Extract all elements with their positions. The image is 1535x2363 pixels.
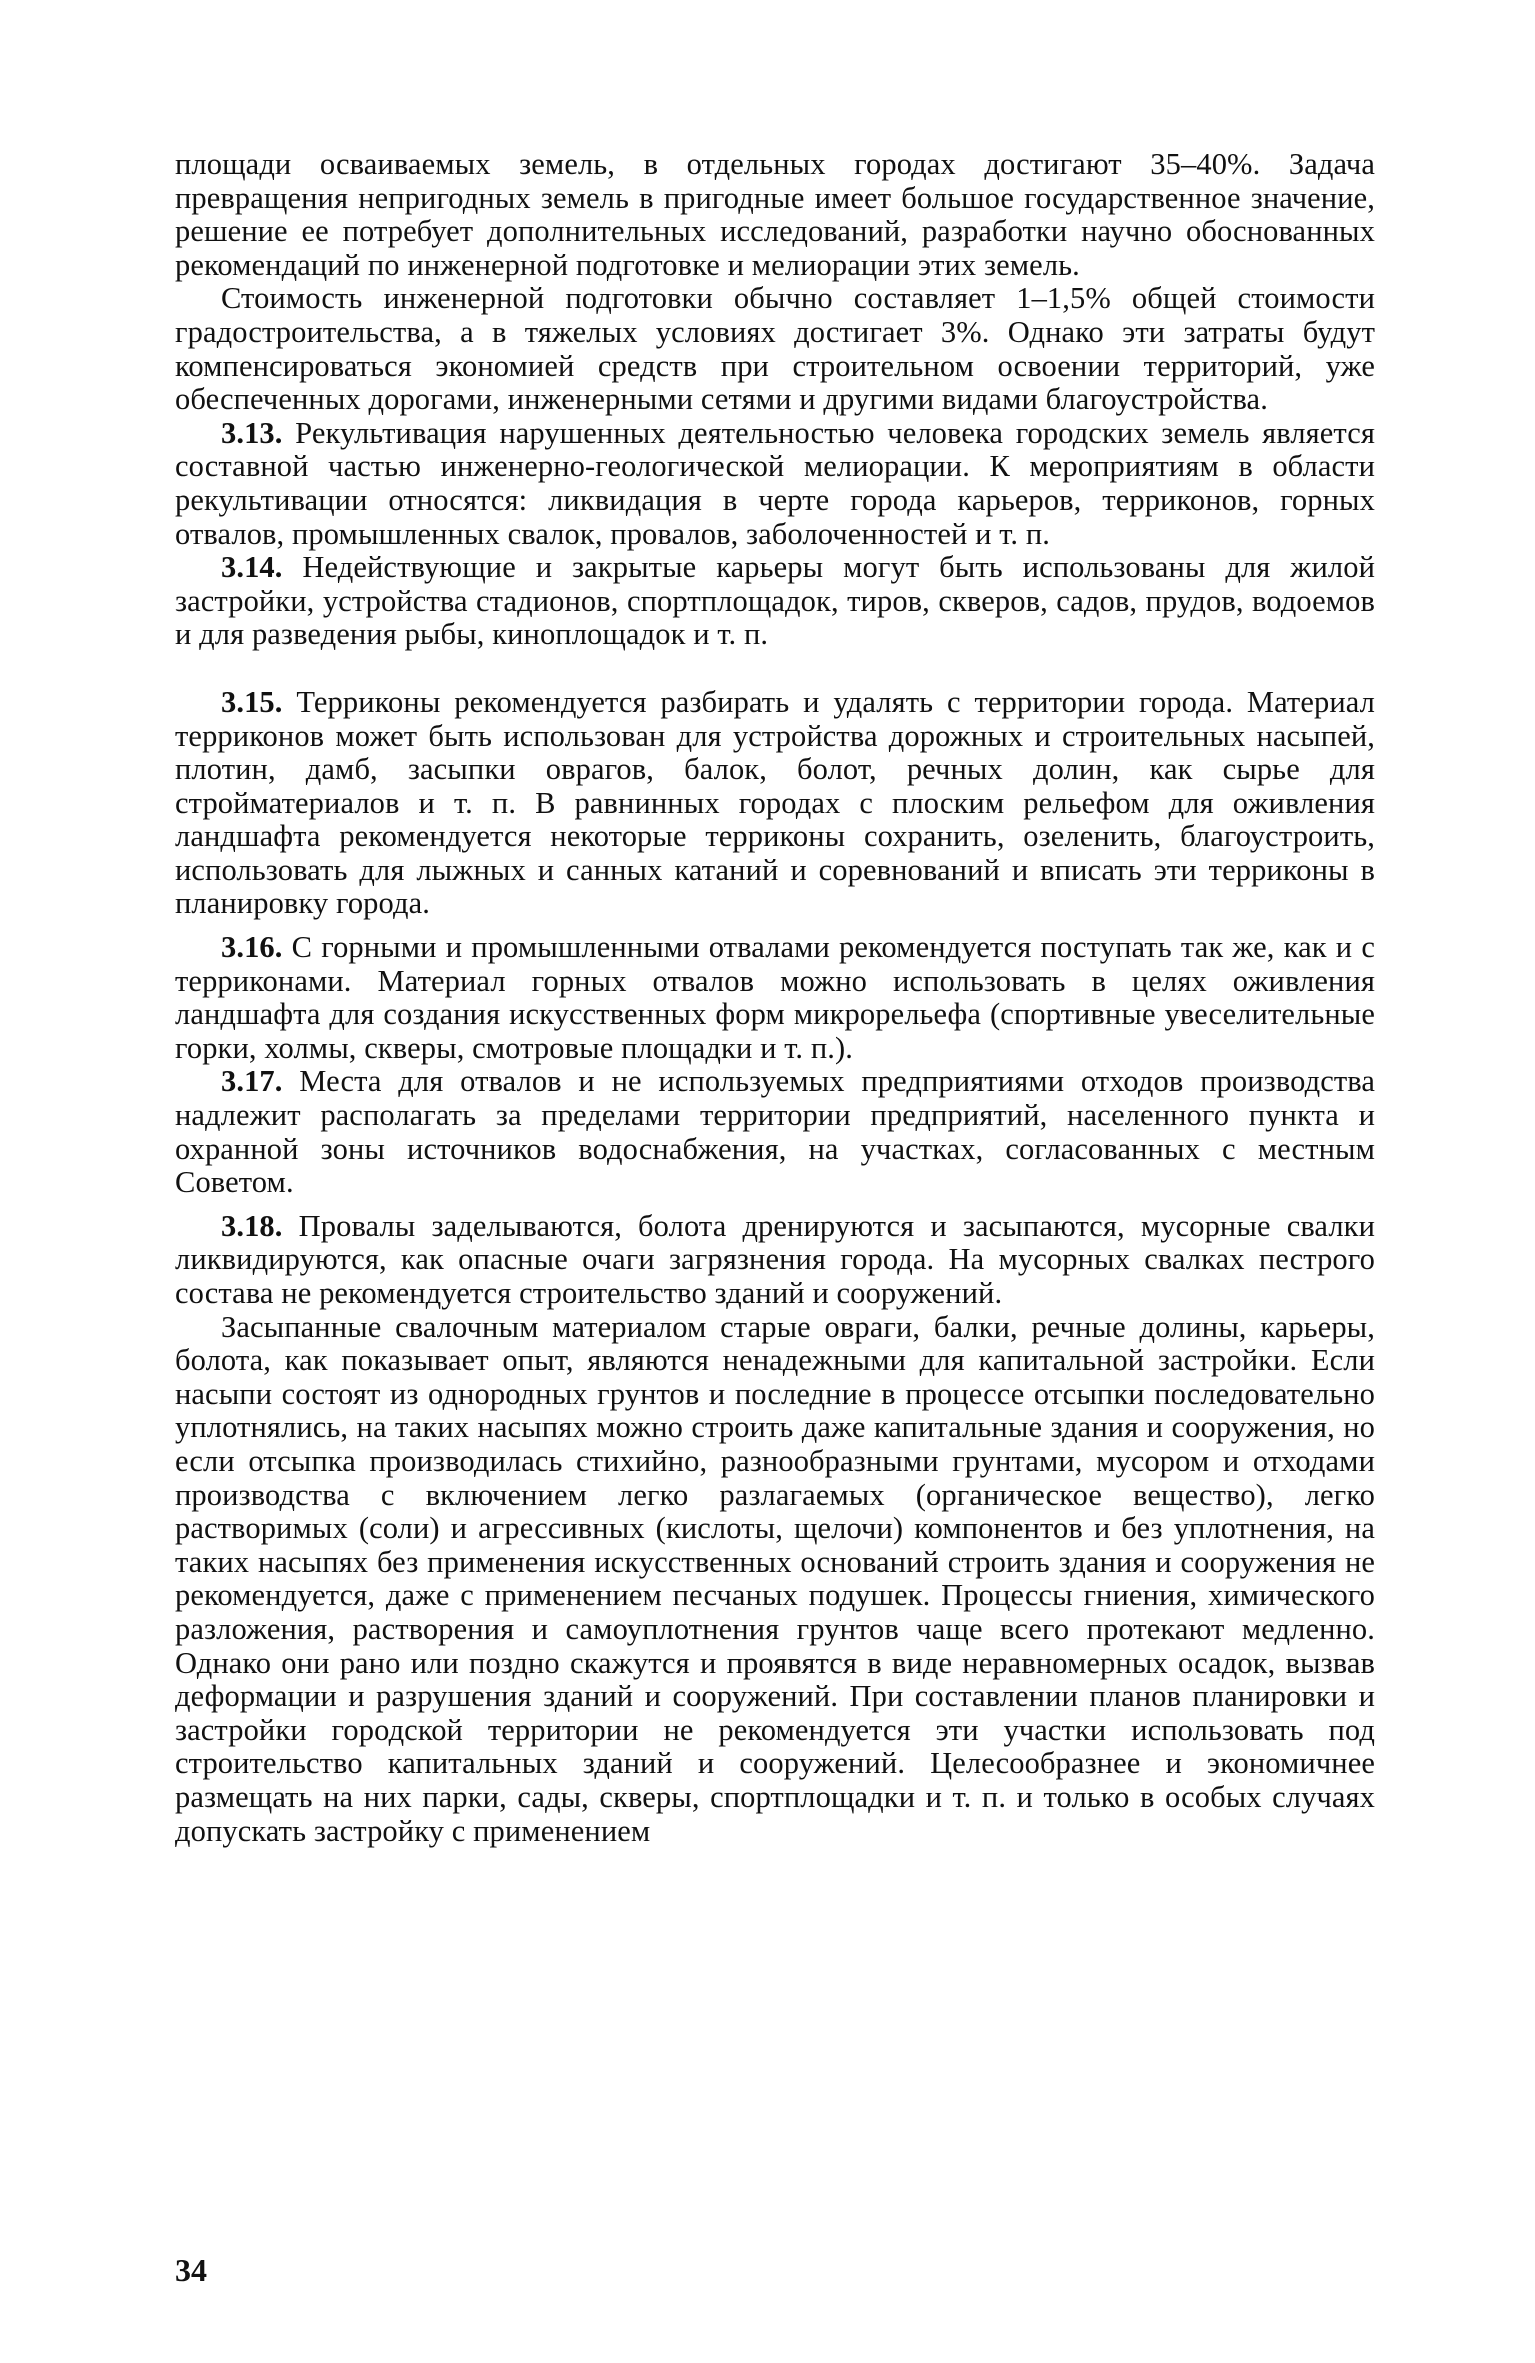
- section-number: 3.13.: [221, 415, 283, 450]
- paragraph-text: Рекультивация нарушенных деятельностью человека городских земель является составной частью инженерно-геологической мелиорации. К мероприятиям в области рекультивации относятся: ликвидация в черте города карьеров, терриконов, горных отвалов, промышленных свалок, провалов, заболоченностей и т. п.: [175, 415, 1375, 551]
- section-number: 3.15.: [221, 684, 283, 719]
- paragraph-text: Засыпанные свалочным материалом старые овраги, балки, речные долины, карьеры, болота, как показывает опыт, являются ненадежными для капитальной застройки. Если насыпи состоят из однородных грунтов и последние в процессе отсыпки последовательно уплотнялись, на таких насыпях можно строить даже капитальные здания и сооружения, но если отсыпка производилась стихийно, разнообразными грунтами, мусором и отходами производства с включением легко разлагаемых (органическое вещество), легко растворимых (соли) и агрессивных (кислоты, щелочи) компонентов и без уплотнения, на таких насыпях без применения искусственных оснований строить здания и сооружения не рекомендуется, даже с применением песчаных подушек. Процессы гниения, химического разложения, растворения и самоуплотнения грунтов чаще всего протекают медленно. Однако они рано или поздно скажутся и проявятся в виде неравномерных осадок, вызвав деформации и разрушения зданий и сооружений. При составлении планов планировки и застройки городской территории не рекомендуется эти участки использовать под строительство капитальных зданий и сооружений. Целесообразнее и экономичнее размещать на них парки, сады, скверы, спортплощадки и т. п. и только в особых случаях допускать застройку с применением: [175, 1309, 1375, 1848]
- paragraph-3-17: [175, 1065, 1375, 1199]
- section-number: 3.18.: [221, 1208, 283, 1243]
- paragraph-3-16: [175, 931, 1375, 1065]
- paragraph-text: С горными и промышленными отвалами рекомендуется поступать так же, как и с терриконами. Материал горных отвалов можно использовать в целях оживления ландшафта для создания искусственных форм микрорельефа (спортивные увеселительные горки, холмы, скверы, смотровые площадки и т. п.).: [175, 930, 1375, 1065]
- page-number: 34: [175, 2252, 207, 2288]
- paragraph-continuation: [175, 148, 1375, 282]
- paragraph-3-14: [175, 551, 1375, 652]
- page-body: [175, 148, 1375, 1848]
- paragraph-3-13: [175, 417, 1375, 551]
- paragraph-text: площади осваиваемых земель, в отдельных городах достигают 35–40%. Задача превращения непригодных земель в пригодные имеет большое государственное значение, решение ее потребует дополнительных исследований, разработки научно обоснованных рекомендаций по инженерной подготовке и мелиорации этих земель.: [175, 147, 1375, 282]
- paragraph-filled-ravines: [175, 1311, 1375, 1849]
- paragraph-text: Места для отвалов и не используемых предприятиями отходов производства надлежит располагать за пределами территории предприятий, населенного пункта и охранной зоны источников водоснабжения, на участках, согласованных с местным Советом.: [175, 1064, 1375, 1200]
- section-number: 3.17.: [221, 1064, 283, 1099]
- paragraph-cost: [175, 282, 1375, 416]
- section-number: 3.16.: [221, 930, 283, 965]
- paragraph-3-18: [175, 1210, 1375, 1311]
- paragraph-text: Недействующие и закрытые карьеры могут быть использованы для жилой застройки, устройства стадионов, спортплощадок, тиров, скверов, садов, прудов, водоемов и для разведения рыбы, киноплощадок и т. п.: [175, 550, 1375, 652]
- paragraph-text: Стоимость инженерной подготовки обычно составляет 1–1,5% общей стоимости градостроительства, а в тяжелых условиях достигает 3%. Однако эти затраты будут компенсироваться экономией средств при строительном освоении территорий, уже обеспеченных дорогами, инженерными сетями и другими видами благоустройства.: [175, 281, 1375, 417]
- paragraph-3-15: [175, 686, 1375, 921]
- section-number: 3.14.: [221, 550, 283, 585]
- paragraph-text: Терриконы рекомендуется разбирать и удалять с территории города. Материал терриконов может быть использован для устройства дорожных и строительных насыпей, плотин, дамб, засыпки оврагов, балок, болот, речных долин, как сырье для стройматериалов и т. п. В равнинных городах с плоским рельефом для оживления ландшафта рекомендуется некоторые терриконы сохранить, озеленить, благоустроить, использовать для лыжных и санных катаний и соревнований и вписать эти терриконы в планировку города.: [175, 684, 1376, 921]
- paragraph-text: Провалы заделываются, болота дренируются и засыпаются, мусорные свалки ликвидируются, как опасные очаги загрязнения города. На мусорных свалках пестрого состава не рекомендуется строительство зданий и сооружений.: [175, 1208, 1376, 1310]
